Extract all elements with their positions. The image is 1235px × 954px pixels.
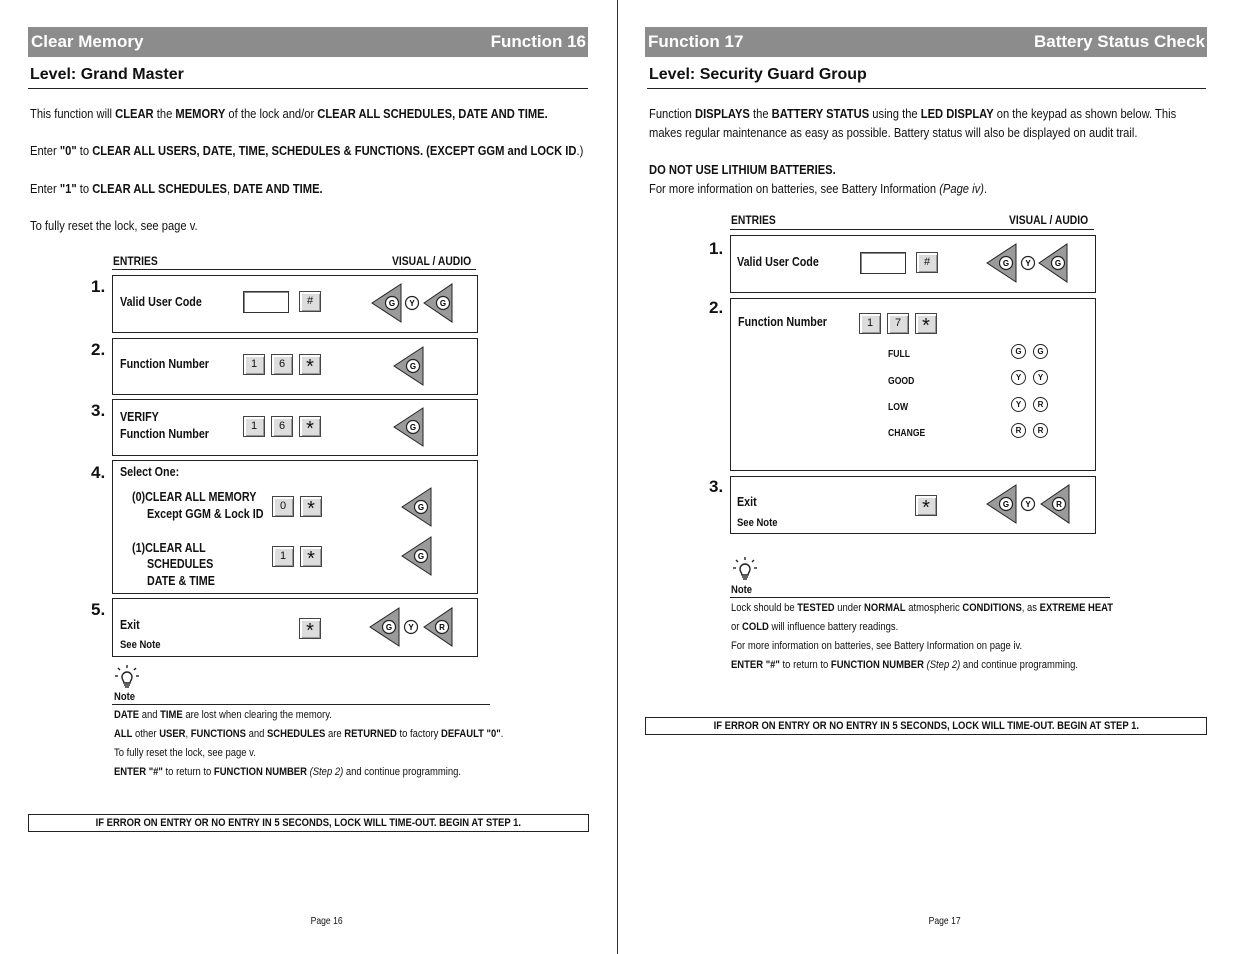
note-line: DATE and TIME are lost when clearing the memory. <box>114 709 332 721</box>
see-note-label: See Note <box>737 517 778 529</box>
reset-paragraph: To fully reset the lock, see page v. <box>30 218 198 233</box>
svg-text:R: R <box>1056 500 1062 509</box>
led-red-icon: R <box>1033 397 1048 412</box>
status-change-label: CHANGE <box>888 428 926 439</box>
key-1: 1 <box>243 354 265 375</box>
step-number: 3. <box>91 401 106 420</box>
star-key: * <box>299 354 321 375</box>
battery-info: For more information on batteries, see Battery Information (Page iv). <box>649 181 988 196</box>
status-good-label: GOOD <box>888 376 915 387</box>
header-function: Function 17 <box>648 32 744 51</box>
step-number: 2. <box>709 298 724 317</box>
step-number: 2. <box>91 340 106 359</box>
star-key: * <box>300 546 322 567</box>
star-key: * <box>299 618 321 639</box>
note-rule <box>730 597 1110 598</box>
note-line: ENTER "#" to return to FUNCTION NUMBER (Step 2) and continue programming. <box>114 766 462 778</box>
step3-box <box>112 399 478 456</box>
lightbulb-icon <box>732 556 758 582</box>
entries-heading: ENTRIES <box>113 254 158 268</box>
entries-rule <box>730 229 1094 230</box>
note-line: ENTER "#" to return to FUNCTION NUMBER (Step 2) and continue programming. <box>731 659 1079 671</box>
status-low-label: LOW <box>888 402 909 413</box>
svg-text:G: G <box>417 503 425 512</box>
option0-sublabel: Except GGM & Lock ID <box>147 507 264 521</box>
level-rule <box>28 88 588 89</box>
step4-box <box>112 460 478 594</box>
led-sequence-gyr-icon <box>369 606 453 648</box>
svg-text:G: G <box>409 362 417 371</box>
entries-rule <box>112 269 476 270</box>
key-6: 6 <box>271 416 293 437</box>
option0-paragraph: Enter "0" to CLEAR ALL USERS, DATE, TIME, SCHEDULES & FUNCTIONS. (EXCEPT GGM and LOCK ID.) <box>30 143 584 158</box>
step5-box <box>112 598 478 657</box>
status-full-label: FULL <box>888 349 910 360</box>
step-label: Function Number <box>120 427 209 441</box>
step-label: Valid User Code <box>737 255 819 269</box>
hash-key: # <box>299 291 321 312</box>
key-6: 6 <box>271 354 293 375</box>
timeout-warning: IF ERROR ON ENTRY OR NO ENTRY IN 5 SECONDS, LOCK WILL TIME-OUT. BEGIN AT STEP 1. <box>645 717 1207 735</box>
step-number: 4. <box>91 463 106 482</box>
note-line: or COLD will influence battery readings. <box>731 621 899 633</box>
battery-warning: DO NOT USE LITHIUM BATTERIES. <box>649 162 836 177</box>
step-label: Select One: <box>120 465 180 479</box>
lightbulb-icon <box>114 664 140 690</box>
star-key: * <box>300 496 322 517</box>
option1-sublabel: DATE & TIME <box>147 574 215 588</box>
note-line: To fully reset the lock, see page v. <box>114 747 256 759</box>
note-line: Lock should be TESTED under NORMAL atmospheric CONDITIONS, as EXTREME HEAT <box>731 602 1114 614</box>
star-key: * <box>915 313 937 334</box>
option1-label: (1)CLEAR ALL <box>132 541 206 555</box>
step-label: Exit <box>120 618 140 632</box>
step-label: VERIFY <box>120 410 159 424</box>
svg-text:Y: Y <box>409 299 415 308</box>
intro-paragraph: Function DISPLAYS the BATTERY STATUS using the LED DISPLAY on the keypad as shown below. This <box>649 106 1177 121</box>
timeout-warning: IF ERROR ON ENTRY OR NO ENTRY IN 5 SECONDS, LOCK WILL TIME-OUT. BEGIN AT STEP 1. <box>28 814 589 832</box>
note-line: ALL other USER, FUNCTIONS and SCHEDULES are RETURNED to factory DEFAULT "0". <box>114 728 504 740</box>
led-yellow-icon: Y <box>1033 370 1048 385</box>
header-title: Battery Status Check <box>1033 32 1205 51</box>
page-number: Page 16 <box>310 916 343 927</box>
svg-text:G: G <box>417 552 425 561</box>
svg-text:G: G <box>1054 259 1062 268</box>
key-0: 0 <box>272 496 294 517</box>
page-number: Page 17 <box>928 916 961 927</box>
code-entry-box <box>860 252 906 274</box>
star-key: * <box>915 495 937 516</box>
step-label: Function Number <box>738 315 827 329</box>
step3-box <box>730 476 1096 534</box>
key-1: 1 <box>243 416 265 437</box>
svg-text:Y: Y <box>1025 500 1031 509</box>
led-green-icon <box>393 345 425 387</box>
svg-text:G: G <box>385 623 393 632</box>
option1-sublabel: SCHEDULES <box>147 557 214 571</box>
led-red-icon: R <box>1011 423 1026 438</box>
step1-box <box>112 275 478 333</box>
led-green-icon <box>401 486 433 528</box>
intro-paragraph: This function will CLEAR the MEMORY of the lock and/or CLEAR ALL SCHEDULES, DATE AND TIME. <box>30 106 548 121</box>
led-red-icon: R <box>1033 423 1048 438</box>
visual-audio-heading: VISUAL / AUDIO <box>1009 213 1089 227</box>
see-note-label: See Note <box>120 639 161 651</box>
star-key: * <box>299 416 321 437</box>
step2-box <box>112 338 478 395</box>
page-divider <box>617 0 618 954</box>
led-yellow-icon: Y <box>1011 397 1026 412</box>
svg-text:R: R <box>439 623 445 632</box>
page16-header <box>28 27 588 57</box>
svg-text:Y: Y <box>1025 259 1031 268</box>
led-green-icon: G <box>1033 344 1048 359</box>
level-title: Level: Grand Master <box>30 66 184 83</box>
svg-text:G: G <box>1002 259 1010 268</box>
intro-paragraph-cont: makes regular maintenance as easy as possible. Battery status will also be displayed on audit trail. <box>649 125 1138 140</box>
key-1: 1 <box>859 313 881 334</box>
step-number: 3. <box>709 477 724 496</box>
step2-box <box>730 298 1096 471</box>
svg-text:G: G <box>1002 500 1010 509</box>
level-title: Level: Security Guard Group <box>649 66 867 83</box>
option1-paragraph: Enter "1" to CLEAR ALL SCHEDULES, DATE AND TIME. <box>30 181 323 196</box>
step-label: Exit <box>737 495 757 509</box>
note-rule <box>112 704 490 705</box>
key-1: 1 <box>272 546 294 567</box>
step-label: Valid User Code <box>120 295 202 309</box>
led-sequence-gyr-icon <box>986 483 1070 525</box>
level-rule <box>647 88 1206 89</box>
option0-label: (0)CLEAR ALL MEMORY <box>132 490 257 504</box>
code-entry-box <box>243 291 289 313</box>
visual-audio-heading: VISUAL / AUDIO <box>392 254 472 268</box>
led-green-icon <box>401 535 433 577</box>
step-number: 1. <box>709 239 724 258</box>
note-title: Note <box>114 691 136 703</box>
step-number: 1. <box>91 277 106 296</box>
svg-text:G: G <box>388 299 396 308</box>
led-sequence-gyg-icon <box>986 242 1068 284</box>
svg-text:G: G <box>439 299 447 308</box>
led-green-icon <box>393 406 425 448</box>
header-title: Clear Memory <box>31 32 144 51</box>
svg-text:G: G <box>409 423 417 432</box>
header-function: Function 16 <box>490 32 586 51</box>
step1-box <box>730 235 1096 293</box>
led-sequence-gyg-icon <box>371 282 453 324</box>
step-label: Function Number <box>120 357 209 371</box>
note-line: For more information on batteries, see Battery Information on page iv. <box>731 640 1023 652</box>
note-title: Note <box>731 584 753 596</box>
svg-text:Y: Y <box>408 623 414 632</box>
key-7: 7 <box>887 313 909 334</box>
led-yellow-icon: Y <box>1011 370 1026 385</box>
hash-key: # <box>916 252 938 273</box>
led-green-icon: G <box>1011 344 1026 359</box>
step-number: 5. <box>91 600 106 619</box>
entries-heading: ENTRIES <box>731 213 776 227</box>
page17-header <box>645 27 1207 57</box>
